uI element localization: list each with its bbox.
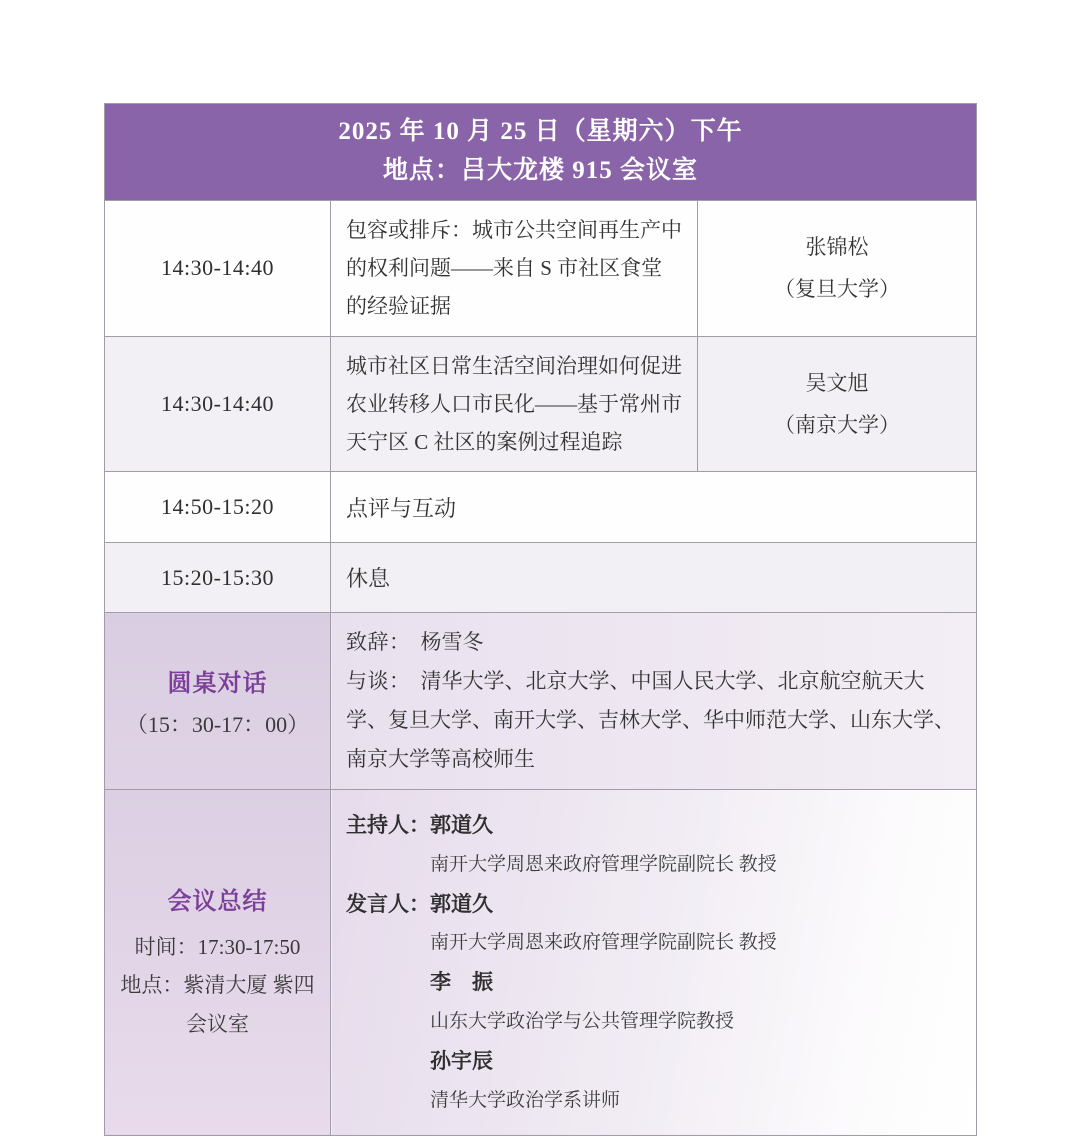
summary-speaker-name: 李 振 bbox=[430, 970, 493, 995]
session-2-title: 城市社区日常生活空间治理如何促进农业转移人口市民化——基于常州市天宁区 C 社区的案例过程追踪 bbox=[331, 336, 698, 472]
speakers-label: 发言人： bbox=[346, 891, 430, 916]
speaker-affiliation: （南京大学） bbox=[774, 412, 901, 437]
discussion-time: 14:50-15:20 bbox=[105, 472, 331, 543]
session-row-2 bbox=[105, 336, 977, 472]
session-2-speaker-cell bbox=[698, 336, 977, 472]
break-time: 15:20-15:30 bbox=[105, 543, 331, 613]
summary-row bbox=[105, 789, 977, 1135]
discussion-row bbox=[105, 472, 977, 543]
greeting-label: 致辞： bbox=[346, 630, 411, 655]
schedule-table bbox=[104, 103, 977, 1136]
greeting-name: 杨雪冬 bbox=[420, 630, 484, 655]
host-line bbox=[346, 806, 962, 846]
roundtable-row bbox=[105, 613, 977, 789]
roundtable-left-cell bbox=[105, 613, 331, 789]
header-date-line: 2025 年 10 月 25 日（星期六）下午 bbox=[338, 118, 743, 146]
summary-speaker-affiliation: 南开大学周恩来政府管理学院副院长 教授 bbox=[430, 932, 777, 954]
header-row bbox=[105, 104, 977, 201]
header-location-line: 地点：吕大龙楼 915 会议室 bbox=[383, 157, 699, 184]
speaker-name: 吴文旭 bbox=[805, 370, 869, 395]
speaker-affiliation: （复旦大学） bbox=[774, 277, 901, 302]
break-label: 休息 bbox=[331, 543, 977, 613]
panel-label: 与谈： bbox=[346, 669, 411, 694]
session-row-1 bbox=[105, 201, 977, 337]
summary-speaker-affiliation: 清华大学政治学系讲师 bbox=[430, 1090, 621, 1112]
summary-right-cell bbox=[331, 789, 977, 1135]
break-row bbox=[105, 543, 977, 613]
summary-location: 地点：紫清大厦 紫四会议室 bbox=[120, 973, 315, 1037]
host-name: 郭道久 bbox=[430, 812, 493, 837]
roundtable-right-cell bbox=[331, 613, 977, 789]
speaker-line-1 bbox=[346, 885, 962, 925]
roundtable-panel-line bbox=[346, 662, 958, 779]
discussion-label: 点评与互动 bbox=[331, 472, 977, 543]
summary-speaker-affiliation: 山东大学政治学与公共管理学院教授 bbox=[430, 1011, 735, 1033]
panel-text: 清华大学、北京大学、中国人民大学、北京航空航天大学、复旦大学、南开大学、吉林大学、华中师范大学、山东大学、南京大学等高校师生 bbox=[346, 669, 955, 771]
speaker-name: 张锦松 bbox=[805, 235, 869, 260]
roundtable-time: （15：30-17：00） bbox=[125, 712, 310, 737]
host-affiliation: 南开大学周恩来政府管理学院副院长 教授 bbox=[430, 853, 777, 875]
host-label: 主持人： bbox=[346, 812, 430, 837]
summary-left-cell bbox=[105, 789, 331, 1135]
session-1-speaker-cell bbox=[698, 201, 977, 337]
session-1-time: 14:30-14:40 bbox=[105, 201, 331, 337]
summary-speaker-name: 孙宇辰 bbox=[430, 1049, 493, 1074]
roundtable-greeting-line bbox=[346, 623, 958, 662]
summary-time: 时间：17:30-17:50 bbox=[134, 934, 301, 959]
roundtable-title: 圆桌对话 bbox=[167, 671, 268, 697]
summary-title: 会议总结 bbox=[167, 888, 268, 915]
summary-speaker-name: 郭道久 bbox=[430, 891, 493, 916]
session-header bbox=[105, 104, 977, 201]
session-2-time: 14:30-14:40 bbox=[105, 336, 331, 472]
session-1-title: 包容或排斥：城市公共空间再生产中的权利问题——来自 S 市社区食堂的经验证据 bbox=[331, 201, 698, 337]
